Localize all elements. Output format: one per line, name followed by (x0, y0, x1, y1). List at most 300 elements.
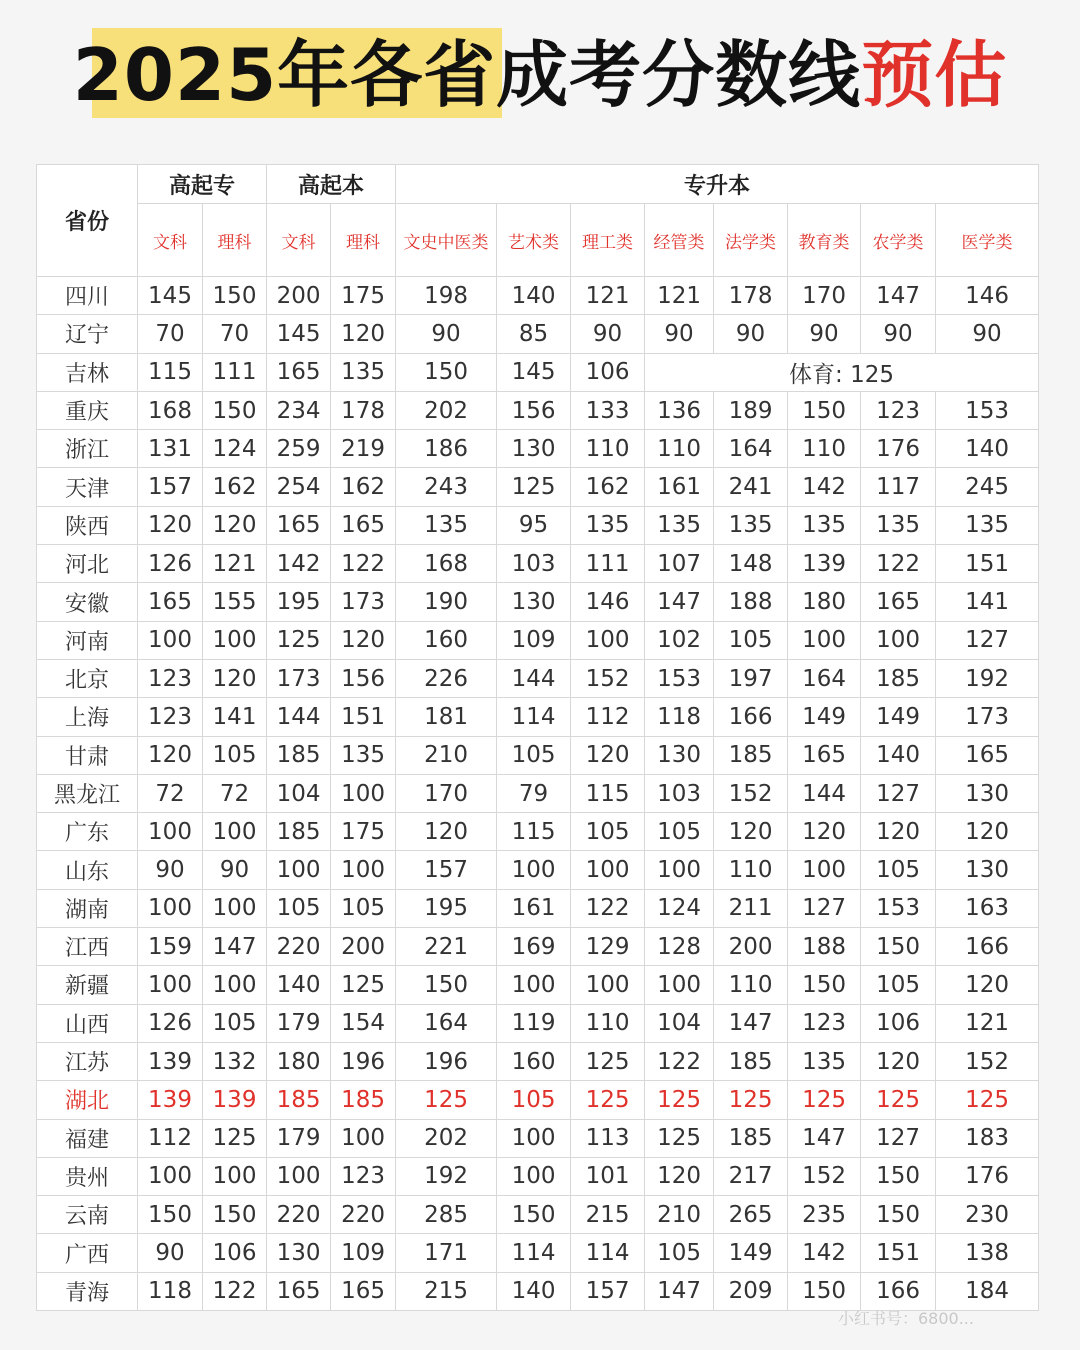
score-cell: 100 (788, 851, 861, 889)
score-cell: 125 (788, 1081, 861, 1119)
score-cell: 105 (645, 813, 714, 851)
score-cell: 161 (645, 468, 714, 506)
header-sub-9: 教育类 (788, 204, 861, 277)
title-main: 2025年各省成考分数线 (72, 33, 862, 117)
score-cell: 151 (936, 545, 1039, 583)
province-cell: 新疆 (37, 966, 138, 1004)
score-cell: 168 (396, 545, 497, 583)
score-cell: 139 (788, 545, 861, 583)
score-cell: 140 (861, 736, 936, 774)
score-cell: 186 (396, 430, 497, 468)
score-cell: 100 (571, 851, 645, 889)
score-cell: 105 (203, 736, 267, 774)
score-cell: 164 (714, 430, 788, 468)
score-cell: 219 (331, 430, 396, 468)
table-row (37, 1272, 1039, 1310)
score-cell: 125 (645, 1081, 714, 1119)
score-cell: 105 (645, 1234, 714, 1272)
score-cell: 140 (497, 1272, 571, 1310)
score-cell: 112 (571, 698, 645, 736)
watermark: 小红书号：6800... (838, 1309, 974, 1328)
score-cell: 100 (497, 851, 571, 889)
score-cell: 200 (331, 928, 396, 966)
score-cell: 210 (396, 736, 497, 774)
score-cell: 154 (331, 1004, 396, 1042)
score-cell: 127 (861, 774, 936, 812)
score-cell: 131 (138, 430, 203, 468)
score-cell: 100 (497, 1119, 571, 1157)
score-cell: 184 (936, 1272, 1039, 1310)
score-cell: 162 (571, 468, 645, 506)
score-cell: 107 (645, 545, 714, 583)
header-sub-6: 理工类 (571, 204, 645, 277)
score-cell: 106 (203, 1234, 267, 1272)
score-cell: 100 (138, 889, 203, 927)
score-cell: 120 (861, 1042, 936, 1080)
score-cell: 120 (203, 506, 267, 544)
province-cell: 云南 (37, 1196, 138, 1234)
score-cell: 140 (267, 966, 331, 1004)
score-cell: 121 (203, 545, 267, 583)
score-cell: 153 (645, 659, 714, 697)
score-cell: 235 (788, 1196, 861, 1234)
score-cell: 109 (331, 1234, 396, 1272)
score-cell: 165 (331, 506, 396, 544)
score-cell: 100 (497, 966, 571, 1004)
score-cell: 217 (714, 1157, 788, 1195)
score-cell: 150 (861, 1196, 936, 1234)
score-cell: 105 (497, 1081, 571, 1119)
score-cell: 129 (571, 928, 645, 966)
score-cell: 142 (267, 545, 331, 583)
score-cell: 165 (788, 736, 861, 774)
score-cell: 147 (203, 928, 267, 966)
score-cell: 165 (861, 583, 936, 621)
score-cell: 127 (861, 1119, 936, 1157)
score-cell: 168 (138, 391, 203, 429)
score-cell: 188 (714, 583, 788, 621)
score-cell: 150 (788, 391, 861, 429)
score-cell: 135 (788, 1042, 861, 1080)
score-cell: 100 (571, 621, 645, 659)
page-title (0, 30, 1080, 120)
score-cell: 100 (138, 621, 203, 659)
score-cell: 169 (497, 928, 571, 966)
score-cell: 135 (714, 506, 788, 544)
score-cell: 100 (331, 851, 396, 889)
header-subcategories (37, 204, 1039, 277)
score-cell: 104 (645, 1004, 714, 1042)
score-cell: 90 (203, 851, 267, 889)
score-cell: 122 (861, 545, 936, 583)
table-row (37, 430, 1039, 468)
score-cell: 121 (936, 1004, 1039, 1042)
score-cell: 110 (714, 966, 788, 1004)
score-cell: 90 (571, 315, 645, 353)
score-cell: 145 (497, 353, 571, 391)
score-cell: 254 (267, 468, 331, 506)
score-cell: 145 (267, 315, 331, 353)
table-row (37, 621, 1039, 659)
score-cell: 104 (267, 774, 331, 812)
score-cell: 185 (267, 1081, 331, 1119)
score-cell: 130 (267, 1234, 331, 1272)
score-cell: 127 (788, 889, 861, 927)
score-cell: 120 (203, 659, 267, 697)
score-cell: 150 (203, 1196, 267, 1234)
score-cell: 165 (267, 506, 331, 544)
header-group-gaoqiben: 高起本 (267, 165, 396, 204)
score-cell: 150 (788, 966, 861, 1004)
score-cell: 220 (267, 1196, 331, 1234)
score-cell: 196 (331, 1042, 396, 1080)
title-area (0, 20, 1080, 130)
score-cell: 135 (571, 506, 645, 544)
score-cell: 105 (497, 736, 571, 774)
score-cell: 165 (138, 583, 203, 621)
score-cell: 180 (267, 1042, 331, 1080)
score-cell: 173 (936, 698, 1039, 736)
province-cell: 山东 (37, 851, 138, 889)
score-cell: 114 (497, 698, 571, 736)
score-cell: 115 (571, 774, 645, 812)
score-cell: 100 (267, 851, 331, 889)
score-cell: 142 (788, 468, 861, 506)
province-cell: 天津 (37, 468, 138, 506)
score-cell: 100 (645, 966, 714, 1004)
score-cell: 126 (138, 1004, 203, 1042)
table-row (37, 1004, 1039, 1042)
score-cell: 90 (936, 315, 1039, 353)
score-cell: 118 (138, 1272, 203, 1310)
province-cell: 上海 (37, 698, 138, 736)
score-cell: 185 (714, 1119, 788, 1157)
score-cell: 157 (571, 1272, 645, 1310)
score-cell: 196 (396, 1042, 497, 1080)
merged-note-cell: 体育: 125 (645, 353, 1039, 391)
score-cell: 100 (788, 621, 861, 659)
score-cell: 130 (936, 851, 1039, 889)
score-cell: 100 (203, 621, 267, 659)
score-cell: 156 (331, 659, 396, 697)
score-cell: 179 (267, 1119, 331, 1157)
score-cell: 135 (331, 736, 396, 774)
score-cell: 120 (714, 813, 788, 851)
score-cell: 192 (396, 1157, 497, 1195)
score-cell: 126 (138, 545, 203, 583)
score-cell: 188 (788, 928, 861, 966)
score-cell: 125 (497, 468, 571, 506)
score-cell: 123 (138, 659, 203, 697)
score-cell: 211 (714, 889, 788, 927)
score-cell: 147 (788, 1119, 861, 1157)
score-cell: 144 (788, 774, 861, 812)
table-row (37, 1119, 1039, 1157)
score-cell: 120 (138, 506, 203, 544)
score-cell: 121 (571, 277, 645, 315)
score-cell: 138 (936, 1234, 1039, 1272)
table-row (37, 391, 1039, 429)
score-cell: 100 (331, 1119, 396, 1157)
score-cell: 127 (936, 621, 1039, 659)
score-cell: 133 (571, 391, 645, 429)
score-cell: 162 (331, 468, 396, 506)
table-row (37, 889, 1039, 927)
province-cell: 湖南 (37, 889, 138, 927)
score-cell: 152 (571, 659, 645, 697)
score-cell: 110 (571, 430, 645, 468)
score-cell: 120 (861, 813, 936, 851)
score-cell: 150 (396, 353, 497, 391)
score-cell: 117 (861, 468, 936, 506)
score-cell: 202 (396, 1119, 497, 1157)
score-cell: 157 (396, 851, 497, 889)
score-cell: 106 (571, 353, 645, 391)
score-cell: 185 (714, 736, 788, 774)
score-cell: 101 (571, 1157, 645, 1195)
header-province: 省份 (37, 165, 138, 277)
score-cell: 120 (571, 736, 645, 774)
score-cell: 125 (571, 1081, 645, 1119)
province-cell: 浙江 (37, 430, 138, 468)
score-cell: 123 (861, 391, 936, 429)
score-cell: 146 (571, 583, 645, 621)
score-cell: 100 (203, 966, 267, 1004)
score-cell: 164 (788, 659, 861, 697)
table-body (37, 277, 1039, 1311)
score-cell: 79 (497, 774, 571, 812)
score-cell: 185 (267, 813, 331, 851)
table-row (37, 698, 1039, 736)
score-cell: 120 (331, 621, 396, 659)
score-cell: 139 (203, 1081, 267, 1119)
score-cell: 100 (861, 621, 936, 659)
score-cell: 234 (267, 391, 331, 429)
score-cell: 140 (936, 430, 1039, 468)
score-cell: 195 (267, 583, 331, 621)
score-cell: 202 (396, 391, 497, 429)
score-cell: 122 (571, 889, 645, 927)
score-cell: 245 (936, 468, 1039, 506)
score-cell: 121 (645, 277, 714, 315)
score-cell: 125 (714, 1081, 788, 1119)
score-cell: 147 (714, 1004, 788, 1042)
score-cell: 103 (497, 545, 571, 583)
score-cell: 135 (331, 353, 396, 391)
score-cell: 192 (936, 659, 1039, 697)
score-cell: 152 (714, 774, 788, 812)
score-cell: 106 (861, 1004, 936, 1042)
score-cell: 159 (138, 928, 203, 966)
score-cell: 259 (267, 430, 331, 468)
score-cell: 120 (396, 813, 497, 851)
score-cell: 125 (645, 1119, 714, 1157)
score-cell: 149 (788, 698, 861, 736)
score-cell: 178 (714, 277, 788, 315)
score-cell: 189 (714, 391, 788, 429)
score-cell: 90 (645, 315, 714, 353)
score-cell: 195 (396, 889, 497, 927)
table-row (37, 966, 1039, 1004)
score-cell: 110 (788, 430, 861, 468)
score-cell: 150 (861, 928, 936, 966)
score-cell: 185 (267, 736, 331, 774)
score-cell: 135 (788, 506, 861, 544)
score-cell: 130 (645, 736, 714, 774)
score-cell: 95 (497, 506, 571, 544)
province-cell: 广东 (37, 813, 138, 851)
score-cell: 176 (861, 430, 936, 468)
province-cell: 黑龙江 (37, 774, 138, 812)
score-cell: 163 (936, 889, 1039, 927)
score-cell: 110 (571, 1004, 645, 1042)
province-cell: 河北 (37, 545, 138, 583)
score-cell: 157 (138, 468, 203, 506)
score-cell: 144 (497, 659, 571, 697)
score-cell: 215 (396, 1272, 497, 1310)
score-cell: 90 (396, 315, 497, 353)
province-cell: 青海 (37, 1272, 138, 1310)
score-cell: 115 (138, 353, 203, 391)
table-row (37, 659, 1039, 697)
score-cell: 128 (645, 928, 714, 966)
table-row (37, 468, 1039, 506)
header-sub-5: 艺术类 (497, 204, 571, 277)
score-cell: 209 (714, 1272, 788, 1310)
province-cell: 陕西 (37, 506, 138, 544)
score-cell: 176 (936, 1157, 1039, 1195)
score-cell: 123 (788, 1004, 861, 1042)
score-cell: 125 (267, 621, 331, 659)
header-sub-4: 文史中医类 (396, 204, 497, 277)
score-cell: 70 (138, 315, 203, 353)
score-cell: 185 (714, 1042, 788, 1080)
score-cell: 114 (497, 1234, 571, 1272)
score-cell: 112 (138, 1119, 203, 1157)
score-cell: 105 (571, 813, 645, 851)
table-row (37, 1042, 1039, 1080)
score-cell: 147 (645, 583, 714, 621)
score-cell: 165 (267, 353, 331, 391)
score-cell: 125 (203, 1119, 267, 1157)
score-cell: 166 (936, 928, 1039, 966)
score-cell: 139 (138, 1042, 203, 1080)
score-cell: 118 (645, 698, 714, 736)
score-cell: 198 (396, 277, 497, 315)
score-cell: 135 (396, 506, 497, 544)
score-cell: 175 (331, 277, 396, 315)
table-row (37, 813, 1039, 851)
score-cell: 166 (861, 1272, 936, 1310)
score-cell: 120 (936, 966, 1039, 1004)
province-cell: 河南 (37, 621, 138, 659)
score-cell: 100 (203, 889, 267, 927)
header-sub-3: 理科 (331, 204, 396, 277)
score-cell: 120 (331, 315, 396, 353)
score-cell: 144 (267, 698, 331, 736)
score-cell: 114 (571, 1234, 645, 1272)
score-cell: 70 (203, 315, 267, 353)
score-cell: 230 (936, 1196, 1039, 1234)
score-cell: 120 (645, 1157, 714, 1195)
score-cell: 151 (331, 698, 396, 736)
score-cell: 164 (396, 1004, 497, 1042)
score-cell: 221 (396, 928, 497, 966)
score-cell: 149 (861, 698, 936, 736)
score-cell: 136 (645, 391, 714, 429)
table-row (37, 928, 1039, 966)
score-cell: 120 (936, 813, 1039, 851)
score-cell: 160 (497, 1042, 571, 1080)
province-cell: 山西 (37, 1004, 138, 1042)
score-cell: 135 (936, 506, 1039, 544)
score-cell: 100 (497, 1157, 571, 1195)
score-cell: 140 (497, 277, 571, 315)
score-cell: 151 (861, 1234, 936, 1272)
score-cell: 173 (331, 583, 396, 621)
header-sub-1: 理科 (203, 204, 267, 277)
score-cell: 100 (138, 966, 203, 1004)
score-cell: 105 (714, 621, 788, 659)
score-cell: 150 (203, 277, 267, 315)
header-sub-0: 文科 (138, 204, 203, 277)
score-cell: 149 (714, 1234, 788, 1272)
score-cell: 173 (267, 659, 331, 697)
score-cell: 150 (138, 1196, 203, 1234)
score-cell: 125 (861, 1081, 936, 1119)
score-cell: 179 (267, 1004, 331, 1042)
score-cell: 170 (788, 277, 861, 315)
score-cell: 142 (788, 1234, 861, 1272)
table-row (37, 1157, 1039, 1195)
score-cell: 178 (331, 391, 396, 429)
score-cell: 190 (396, 583, 497, 621)
score-cell: 72 (203, 774, 267, 812)
table-row (37, 736, 1039, 774)
score-cell: 115 (497, 813, 571, 851)
score-cell: 105 (861, 966, 936, 1004)
score-cell: 152 (788, 1157, 861, 1195)
score-cell: 103 (645, 774, 714, 812)
score-cell: 130 (936, 774, 1039, 812)
table-row (37, 1234, 1039, 1272)
score-cell: 153 (861, 889, 936, 927)
score-cell: 175 (331, 813, 396, 851)
table-row (37, 277, 1039, 315)
score-cell: 243 (396, 468, 497, 506)
score-cell: 165 (267, 1272, 331, 1310)
score-cell: 100 (267, 1157, 331, 1195)
score-cell: 146 (936, 277, 1039, 315)
score-cell: 183 (936, 1119, 1039, 1157)
score-cell: 160 (396, 621, 497, 659)
score-cell: 135 (861, 506, 936, 544)
score-cell: 105 (331, 889, 396, 927)
province-cell: 安徽 (37, 583, 138, 621)
score-cell: 165 (936, 736, 1039, 774)
score-cell: 141 (936, 583, 1039, 621)
header-sub-7: 经管类 (645, 204, 714, 277)
score-cell: 90 (861, 315, 936, 353)
header-sub-2: 文科 (267, 204, 331, 277)
table-row (37, 353, 1039, 391)
header-group-zhuanshengben: 专升本 (396, 165, 1039, 204)
score-cell: 72 (138, 774, 203, 812)
score-cell: 215 (571, 1196, 645, 1234)
score-cell: 185 (331, 1081, 396, 1119)
score-cell: 150 (861, 1157, 936, 1195)
score-cell: 110 (645, 430, 714, 468)
